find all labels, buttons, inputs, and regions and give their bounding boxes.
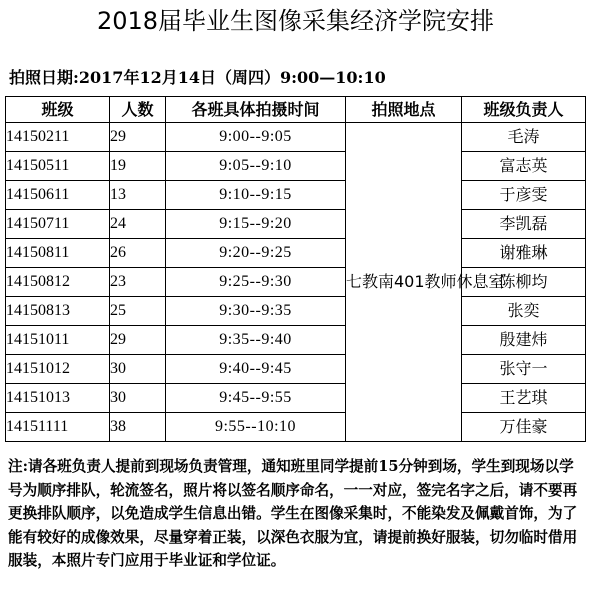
time-cell: 9:25--9:30: [166, 268, 346, 297]
representative-cell: 谢雅琳: [462, 239, 586, 268]
representative-cell: 于彦雯: [462, 181, 586, 210]
header-class: 班级: [6, 97, 110, 123]
class-cell: 14150711: [6, 210, 110, 239]
count-cell: 29: [110, 326, 166, 355]
table-row: [6, 355, 586, 384]
schedule-table: [5, 96, 586, 442]
time-cell: 9:00--9:05: [166, 123, 346, 152]
table-row: [6, 268, 586, 297]
count-cell: 25: [110, 297, 166, 326]
count-cell: 29: [110, 123, 166, 152]
table-row: [6, 210, 586, 239]
time-cell: 9:20--9:25: [166, 239, 346, 268]
time-cell: 9:35--9:40: [166, 326, 346, 355]
time-cell: 9:30--9:35: [166, 297, 346, 326]
representative-cell: 张守一: [462, 355, 586, 384]
table-row: [6, 326, 586, 355]
representative-cell: 王艺琪: [462, 384, 586, 413]
count-cell: 23: [110, 268, 166, 297]
class-cell: 14151011: [6, 326, 110, 355]
class-cell: 14150211: [6, 123, 110, 152]
table-row: [6, 239, 586, 268]
time-cell: 9:55--10:10: [166, 413, 346, 442]
representative-cell: 李凯磊: [462, 210, 586, 239]
class-cell: 14150813: [6, 297, 110, 326]
representative-cell: 富志英: [462, 152, 586, 181]
representative-cell: 陈柳均: [462, 268, 586, 297]
page-title: 2018届毕业生图像采集经济学院安排: [96, 7, 495, 35]
header-count: 人数: [110, 97, 166, 123]
table-row: [6, 384, 586, 413]
time-cell: 9:40--9:45: [166, 355, 346, 384]
count-cell: 13: [110, 181, 166, 210]
header-location: 拍照地点: [346, 97, 462, 123]
representative-cell: 张奕: [462, 297, 586, 326]
table-row: [6, 297, 586, 326]
count-cell: 26: [110, 239, 166, 268]
count-cell: 19: [110, 152, 166, 181]
class-cell: 14150511: [6, 152, 110, 181]
class-cell: 14150811: [6, 239, 110, 268]
count-cell: 24: [110, 210, 166, 239]
table-row: [6, 181, 586, 210]
class-cell: 14150812: [6, 268, 110, 297]
time-cell: 9:10--9:15: [166, 181, 346, 210]
class-cell: 14151013: [6, 384, 110, 413]
representative-cell: 殷建炜: [462, 326, 586, 355]
time-cell: 9:15--9:20: [166, 210, 346, 239]
count-cell: 30: [110, 384, 166, 413]
location-cell: 七教南401教师休息室: [346, 123, 462, 442]
table-row: [6, 152, 586, 181]
photo-date: 拍照日期:2017年12月14日（周四）9:00—10:10: [9, 68, 386, 87]
count-cell: 30: [110, 355, 166, 384]
class-cell: 14151111: [6, 413, 110, 442]
time-cell: 9:45--9:55: [166, 384, 346, 413]
header-representative: 班级负责人: [462, 97, 586, 123]
representative-cell: 毛涛: [462, 123, 586, 152]
table-row: [6, 413, 586, 442]
table-header-row: [6, 97, 586, 123]
header-time: 各班具体拍摄时间: [166, 97, 346, 123]
table-row: [6, 123, 586, 152]
representative-cell: 万佳豪: [462, 413, 586, 442]
class-cell: 14151012: [6, 355, 110, 384]
class-cell: 14150611: [6, 181, 110, 210]
count-cell: 38: [110, 413, 166, 442]
time-cell: 9:05--9:10: [166, 152, 346, 181]
notice-text: 注:请各班负责人提前到现场负责管理，通知班里同学提前15分钟到场，学生到现场以学号为顺序排队，轮流签名，照片将以签名顺序命名，一一对应，签完名字之后，请不要再更换排队顺序，以免造成学生信息出错。学生在图像采集时，不能染发及佩戴首饰，为了能有较好的成像效果，尽量穿着正装，以深色衣服为宜，请提前换好服装，切勿临时借用服装，本照片专门应用于毕业证和学位证。: [8, 458, 578, 570]
